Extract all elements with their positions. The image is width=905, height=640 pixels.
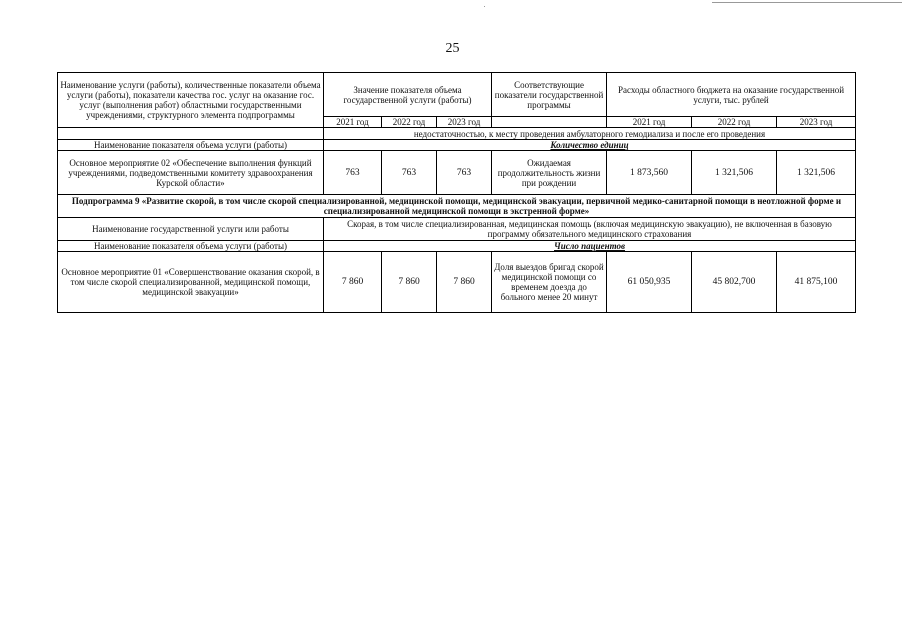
service-value: Скорая, в том числе специализированная, медицинская помощь (включая медицинскую эвакуацию), не включенная в базовую программу обязательного медицинского страхования (324, 218, 856, 241)
measure-01-volume-2021: 7 860 (324, 252, 382, 313)
measure-02-volume-2022: 763 (382, 151, 437, 195)
header-row (58, 73, 856, 117)
measure-02-program-indicator: Ожидаемая продолжительность жизни при рождении (492, 151, 607, 195)
measure-01-volume-2022: 7 860 (382, 252, 437, 313)
measure-01-budget-2023: 41 875,100 (777, 252, 856, 313)
subprogram-9-title: Подпрограмма 9 «Развитие скорой, в том числе скорой специализированной, медицинской помощи, медицинской эвакуации, первичной медико-санитарной помощи в неотложной форме и специализированной медицинской помощи в экстренной форме» (58, 195, 856, 218)
service-row (58, 218, 856, 241)
subprogram-9-row (58, 195, 856, 218)
year-budget-2021: 2021 год (607, 117, 692, 128)
year-volume-2023: 2023 год (437, 117, 492, 128)
year-budget-2023: 2023 год (777, 117, 856, 128)
measure-01-row (58, 252, 856, 313)
year-program-empty (492, 117, 607, 128)
measure-01-program-indicator: Доля выездов бригад скорой медицинской помощи со временем доезда до больного менее 20 минут (492, 252, 607, 313)
measure-01-name: Основное мероприятие 01 «Совершенствование оказания скорой, в том числе скорой специализированной, медицинской помощи, медицинской эвакуации» (58, 252, 324, 313)
measure-02-budget-2021: 1 873,560 (607, 151, 692, 195)
service-continuation-empty (58, 128, 324, 140)
measure-01-volume-2023: 7 860 (437, 252, 492, 313)
page-number: 25 (445, 41, 460, 56)
service-label: Наименование государственной услуги или работы (58, 218, 324, 241)
header-col-service-name: Наименование услуги (работы), количественные показатели объема услуги (работы), показатели качества гос. услуг на оказание гос. услуг (выполнения работ) областными государственными учреждениями, структурного элемента подпрограммы (58, 73, 324, 128)
indicator-label-1: Наименование показателя объема услуги (работы) (58, 140, 324, 151)
service-continuation-row (58, 128, 856, 140)
indicator-value-2: Число пациентов (324, 241, 856, 252)
indicator-value-1: Количество единиц (324, 140, 856, 151)
year-volume-2021: 2021 год (324, 117, 382, 128)
indicator-row-1 (58, 140, 856, 151)
header-col-volume: Значение показателя объема государственной услуги (работы) (324, 73, 492, 117)
service-continuation-text: недостаточностью, к месту проведения амбулаторного гемодиализа и после его проведения (324, 128, 856, 140)
measure-02-budget-2022: 1 321,506 (692, 151, 777, 195)
measure-01-budget-2021: 61 050,935 (607, 252, 692, 313)
scan-top-rule (712, 2, 902, 3)
measure-02-name: Основное мероприятие 02 «Обеспечение выполнения функций учреждениями, подведомственными комитету здравоохранения Курской области» (58, 151, 324, 195)
indicator-label-2: Наименование показателя объема услуги (работы) (58, 241, 324, 252)
header-col-program-indicators: Соответствующие показатели государственной программы (492, 73, 607, 117)
indicator-row-2 (58, 241, 856, 252)
measure-02-volume-2023: 763 (437, 151, 492, 195)
header-col-budget: Расходы областного бюджета на оказание государственной услуги, тыс. рублей (607, 73, 856, 117)
measure-01-budget-2022: 45 802,700 (692, 252, 777, 313)
measure-02-budget-2023: 1 321,506 (777, 151, 856, 195)
year-volume-2022: 2022 год (382, 117, 437, 128)
budget-table (57, 72, 856, 313)
scan-speck (484, 6, 485, 7)
measure-02-volume-2021: 763 (324, 151, 382, 195)
year-budget-2022: 2022 год (692, 117, 777, 128)
measure-02-row (58, 151, 856, 195)
